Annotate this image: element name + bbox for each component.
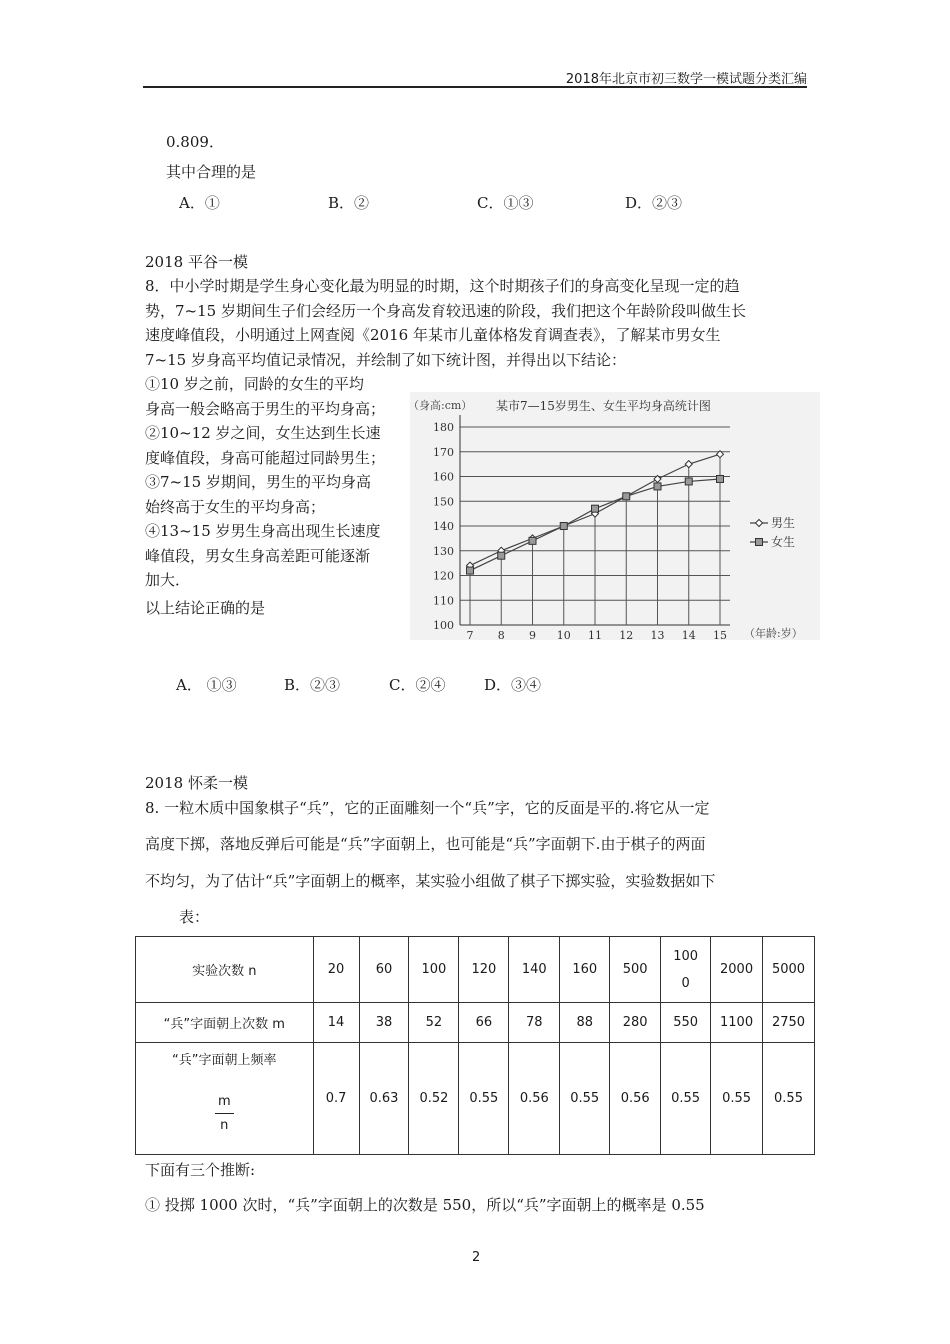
chart-y-tick-label: 160 — [433, 470, 454, 484]
q2-stem-line-3: 不均匀，为了估计“兵”字面朝上的概率，某实验小组做了棋子下掷实验，实验数据如下 — [145, 872, 716, 890]
chart-y-tick-label: 150 — [433, 495, 454, 509]
table-cell: 0.56 — [509, 1043, 560, 1155]
q1-conclusion-line-9: 加大． — [145, 571, 191, 589]
q2-stem-line-1: 8. 一粒木质中国象棋子“兵”，它的正面雕刻一个“兵”字，它的反面是平的.将它从一定 — [145, 799, 710, 817]
q2-stem-line-2: 高度下掷，落地反弹后可能是“兵”字面朝上，也可能是“兵”字面朝下.由于棋子的两面 — [145, 835, 706, 853]
chart-point-girls — [592, 505, 599, 512]
previous-option-d: D．②③ — [625, 194, 683, 212]
table-cell: 550 — [661, 1003, 711, 1043]
chart-y-tick-label: 140 — [433, 520, 454, 533]
q1-conclusion-line-4: 度峰值段，身高可能超过同龄男生； — [145, 449, 386, 467]
table-cell: 5000 — [763, 937, 815, 1003]
table-cell: 0.52 — [409, 1043, 459, 1155]
table-cell: 1100 — [711, 1003, 763, 1043]
chart-title: 某市7—15岁男生、女生平均身高统计图 — [496, 399, 711, 413]
chart-x-tick-label: 7 — [466, 629, 474, 640]
chart-legend-label: 女生 — [771, 535, 796, 549]
q2-source: 2018 怀柔一模 — [145, 774, 248, 792]
table-cell: 2750 — [763, 1003, 815, 1043]
chart-x-tick-label: 12 — [619, 629, 634, 640]
previous-option-a: A．① — [179, 194, 220, 212]
wrapped-n-bottom: 0 — [681, 975, 690, 991]
experiment-table — [135, 936, 815, 1155]
q1-stem-line-2: 势，7~15 岁期间生子们会经历一个身高发育较迅速的阶段，我们把这个年龄阶段叫做生长 — [145, 302, 746, 320]
chart-y-tick-label: 100 — [433, 619, 454, 632]
chart-legend-label: 男生 — [771, 516, 796, 530]
q1-option-d: D．③④ — [484, 676, 542, 694]
chart-point-girls — [529, 537, 536, 544]
document-header: 2018年北京市初三数学一模试题分类汇编 — [565, 72, 807, 87]
chart-x-tick-label: 13 — [650, 629, 665, 640]
chart-point-girls — [685, 478, 692, 485]
chart-x-tick-label: 11 — [588, 629, 602, 640]
chart-legend-marker-boys — [756, 520, 763, 527]
row-label-frequency — [136, 1043, 314, 1155]
table-cell: 52 — [409, 1003, 459, 1043]
chart-point-boys — [685, 461, 692, 468]
table-cell: 120 — [459, 937, 509, 1003]
header-divider — [143, 86, 807, 88]
table-cell: 0.55 — [763, 1043, 815, 1155]
height-chart — [410, 392, 820, 640]
q1-option-c: C．②④ — [389, 676, 446, 694]
fraction-denominator: n — [220, 1118, 229, 1133]
table-cell: 0.55 — [661, 1043, 711, 1155]
q1-question: 以上结论正确的是 — [145, 599, 266, 617]
q1-conclusion-line-5: ③7~15 岁期间，男生的平均身高 — [145, 473, 371, 491]
table-cell: 20 — [313, 937, 359, 1003]
table-cell: 14 — [313, 1003, 359, 1043]
table-cell: 66 — [459, 1003, 509, 1043]
q1-source: 2018 平谷一模 — [145, 253, 248, 271]
chart-point-girls — [623, 493, 630, 500]
chart-legend-marker-girls — [756, 539, 763, 546]
q1-option-a: A． ①③ — [176, 676, 237, 694]
chart-y-tick-label: 130 — [433, 544, 454, 558]
table-cell: 0.55 — [560, 1043, 610, 1155]
table-cell: 2000 — [711, 937, 763, 1003]
table-row — [136, 1043, 815, 1155]
fraction-numerator: m — [215, 1094, 234, 1114]
chart-point-girls — [498, 552, 505, 559]
q1-option-b: B．②③ — [284, 676, 341, 694]
q1-conclusion-line-2: 身高一般会略高于男生的平均身高； — [145, 400, 386, 418]
chart-y-tick-label: 120 — [433, 569, 454, 583]
table-cell: 100 — [409, 937, 459, 1003]
frequency-label: “兵”字面朝上频率 — [172, 1053, 277, 1068]
chart-point-girls — [654, 483, 661, 490]
q1-conclusion-line-1: ①10 岁之前，同龄的女生的平均 — [145, 375, 364, 393]
table-cell: 280 — [610, 1003, 661, 1043]
q1-stem-line-3: 速度峰值段，小明通过上网查阅《2016 年某市儿童体格发育调查表》，了解某市男女生 — [145, 326, 721, 344]
height-line-chart — [410, 392, 820, 640]
table-cell: 0.63 — [359, 1043, 409, 1155]
q1-conclusion-line-3: ②10~12 岁之间，女生达到生长速 — [145, 424, 381, 442]
q2-inferences-intro: 下面有三个推断: — [145, 1161, 256, 1179]
table-cell: 0.7 — [313, 1043, 359, 1155]
q1-stem-line-1: 8．中小学时期是学生身心变化最为明显的时期，这个时期孩子们的身高变化呈现一定的趋 — [145, 277, 740, 295]
q1-conclusion-line-8: 峰值段，男女生身高差距可能逐渐 — [145, 547, 371, 565]
chart-y-axis-label: （身高:cm） — [410, 399, 473, 412]
chart-x-axis-label: （年龄:岁） — [744, 627, 803, 640]
table-cell — [661, 937, 711, 1003]
frequency-fraction — [136, 1094, 313, 1133]
chart-y-tick-label: 170 — [433, 445, 454, 459]
table-row — [136, 1003, 815, 1043]
q2-inference-1: ① 投掷 1000 次时，“兵”字面朝上的次数是 550，所以“兵”字面朝上的概率是 0.55 — [145, 1196, 705, 1214]
chart-y-tick-label: 180 — [433, 421, 454, 434]
table-cell: 0.55 — [459, 1043, 509, 1155]
q1-stem-line-4: 7~15 岁身高平均值记录情况，并绘制了如下统计图，并得出以下结论： — [145, 351, 626, 369]
chart-x-tick-label: 14 — [681, 629, 696, 640]
previous-question: 其中合理的是 — [166, 163, 257, 181]
table-cell: 0.55 — [711, 1043, 763, 1155]
page-number: 2 — [472, 1250, 481, 1265]
table-cell: 0.56 — [610, 1043, 661, 1155]
wrapped-n-top: 100 — [673, 948, 699, 964]
chart-x-tick-label: 10 — [556, 629, 571, 640]
row-label-n: 实验次数 n — [136, 937, 314, 1003]
m-over-n-fraction — [215, 1094, 234, 1133]
chart-x-tick-label: 8 — [497, 629, 505, 640]
previous-option-b: B．② — [328, 194, 370, 212]
table-row — [136, 937, 815, 1003]
table-cell: 60 — [359, 937, 409, 1003]
table-cell: 140 — [509, 937, 560, 1003]
row-label-m: “兵”字面朝上次数 m — [136, 1003, 314, 1043]
q1-conclusion-line-6: 始终高于女生的平均身高； — [145, 498, 326, 516]
chart-point-girls — [717, 475, 724, 482]
chart-point-girls — [560, 523, 567, 530]
table-cell: 38 — [359, 1003, 409, 1043]
table-cell: 78 — [509, 1003, 560, 1043]
previous-value-line: 0.809． — [166, 133, 224, 151]
chart-point-girls — [467, 567, 474, 574]
q2-stem-line-4: 表： — [179, 908, 210, 926]
q1-conclusion-line-7: ④13~15 岁男生身高出现生长速度 — [145, 522, 381, 540]
chart-x-tick-label: 9 — [529, 629, 536, 640]
table-cell: 88 — [560, 1003, 610, 1043]
chart-y-tick-label: 110 — [433, 594, 454, 608]
chart-x-tick-label: 15 — [713, 629, 727, 640]
table-cell: 160 — [560, 937, 610, 1003]
previous-option-c: C．①③ — [477, 194, 534, 212]
table-cell: 500 — [610, 937, 661, 1003]
